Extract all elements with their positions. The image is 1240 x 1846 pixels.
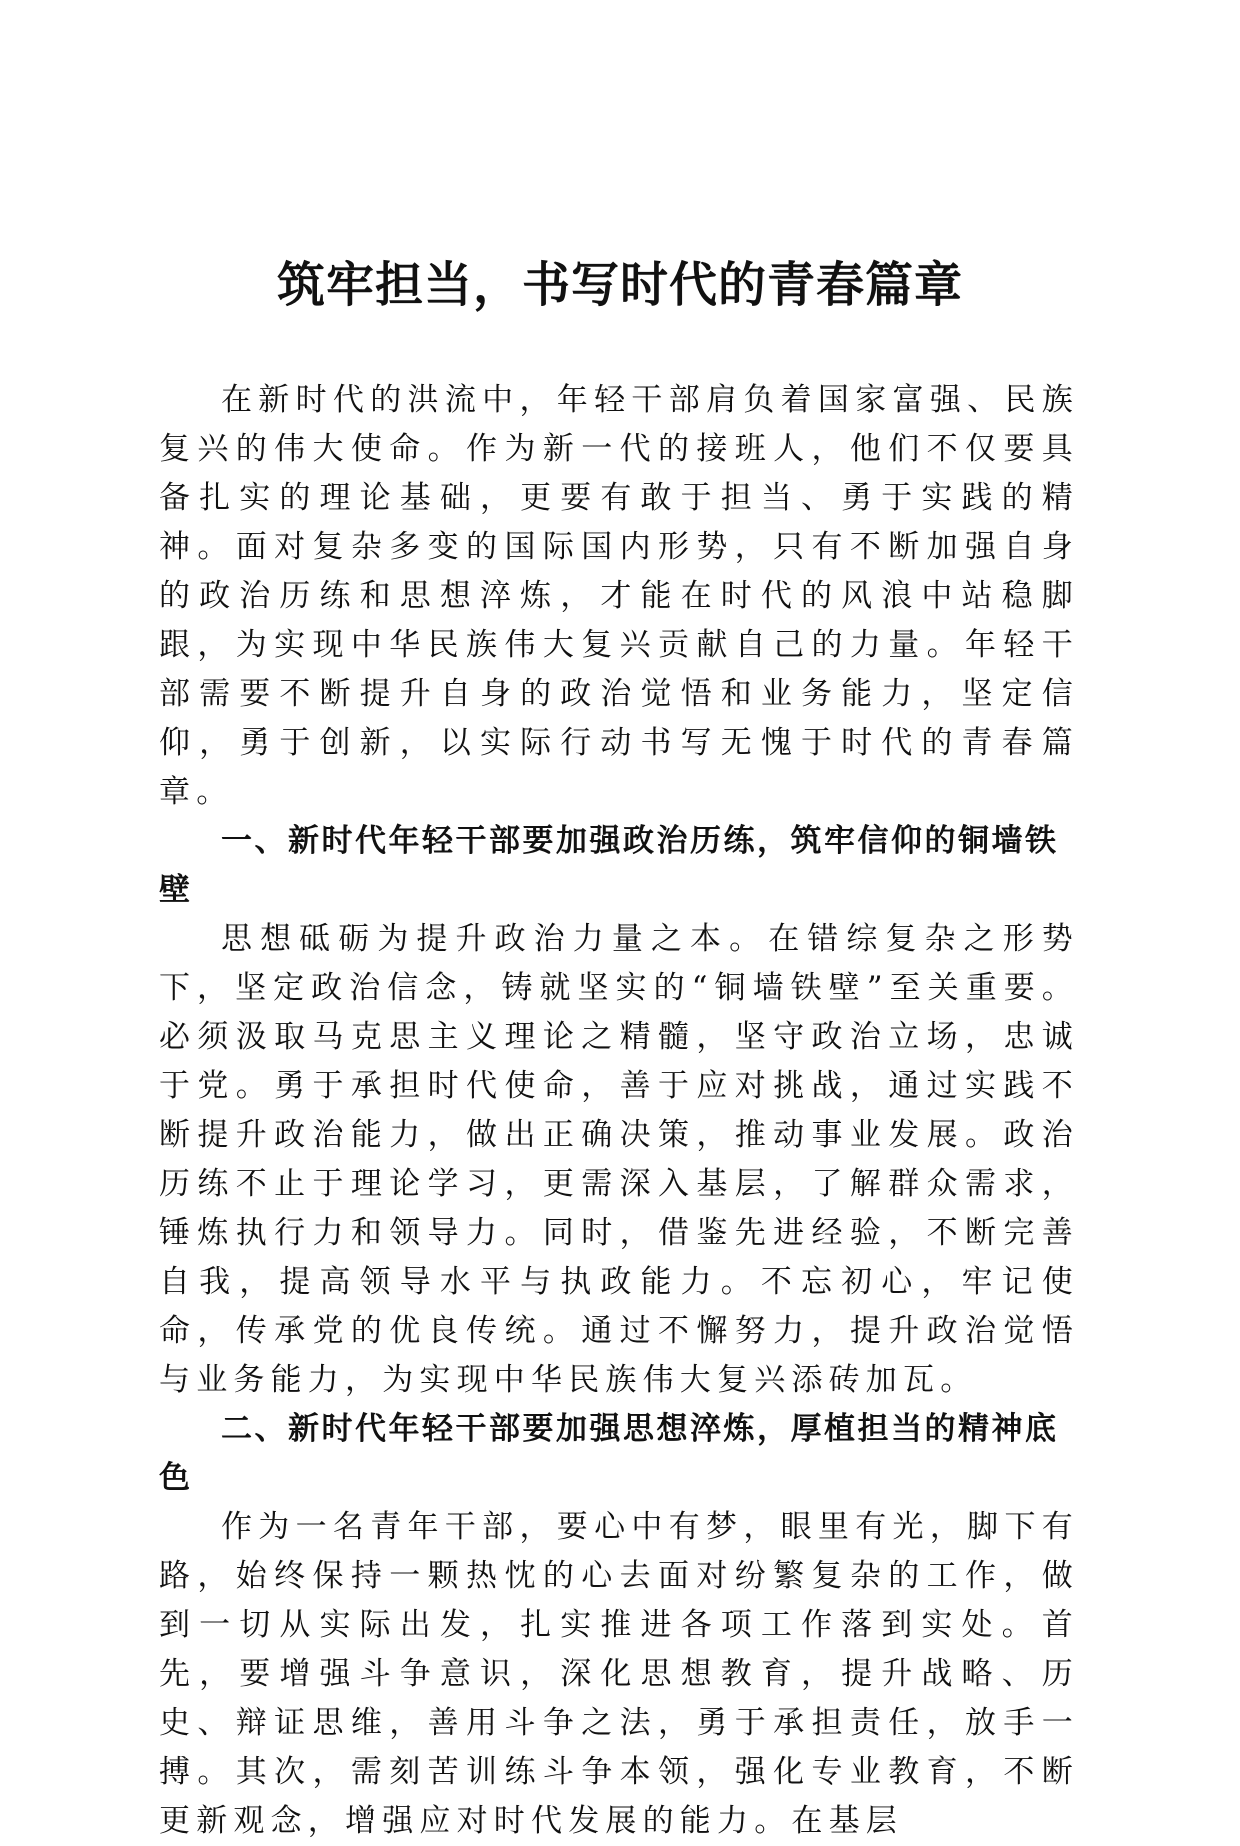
section-paragraph: 思想砥砺为提升政治力量之本。在错综复杂之形势下，坚定政治信念，铸就坚实的“铜墙铁壁”至关重要。必须汲取马克思主义理论之精髓，坚守政治立场，忠诚于党。勇于承担时代使命，善于应对挑战，通过实践不断提升政治能力，做出正确决策，推动事业发展。政治历练不止于理论学习，更需深入基层，了解群众需求，锤炼执行力和领导力。同时，借鉴先进经验，不断完善自我，提高领导水平与执政能力。不忘初心，牢记使命，传承党的优良传统。通过不懈努力，提升政治觉悟与业务能力，为实现中华民族伟大复兴添砖加瓦。 <box>159 921 1079 1398</box>
document-body <box>159 376 1079 1846</box>
section-heading: 一、新时代年轻干部要加强政治历练，筑牢信仰的铜墙铁壁 <box>159 823 1059 908</box>
section-heading: 二、新时代年轻干部要加强思想淬炼，厚植担当的精神底色 <box>159 1411 1059 1496</box>
intro-paragraph: 在新时代的洪流中，年轻干部肩负着国家富强、民族复兴的伟大使命。作为新一代的接班人，他们不仅要具备扎实的理论基础，更要有敢于担当、勇于实践的精神。面对复杂多变的国际国内形势，只有不断加强自身的政治历练和思想淬炼，才能在时代的风浪中站稳脚跟，为实现中华民族伟大复兴贡献自己的力量。年轻干部需要不断提升自身的政治觉悟和业务能力，坚定信仰，勇于创新，以实际行动书写无愧于时代的青春篇章。 <box>159 382 1079 810</box>
section-paragraph: 作为一名青年干部，要心中有梦，眼里有光，脚下有路，始终保持一颗热忱的心去面对纷繁复杂的工作，做到一切从实际出发，扎实推进各项工作落到实处。首先，要增强斗争意识，深化思想教育，提升战略、历史、辩证思维，善用斗争之法，勇于承担责任，放手一搏。其次，需刻苦训练斗争本领，强化专业教育，不断更新观念，增强应对时代发展的能力。在基层 <box>159 1509 1079 1839</box>
document-title: 筑牢担当，书写时代的青春篇章 <box>276 257 963 314</box>
